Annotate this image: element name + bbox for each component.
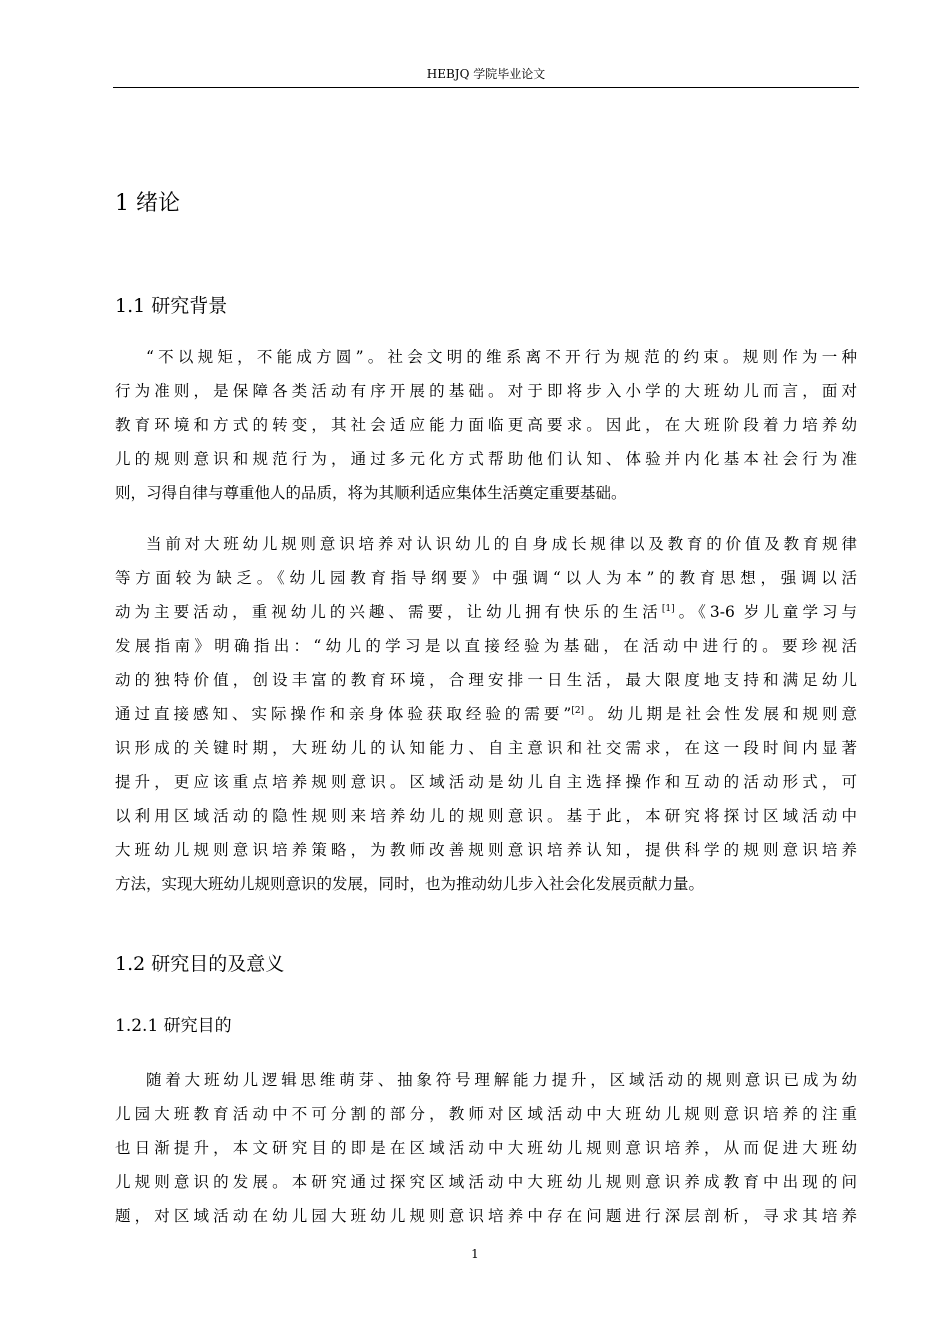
citation-ref-2: [2] — [571, 706, 585, 716]
text-line: 题，对区域活动在幼儿园大班幼儿规则意识培养中存在问题进行深层剖析，寻求其培养 — [115, 1207, 857, 1225]
chapter-title: 1 绪论 — [115, 191, 180, 216]
text-line: 动的独特价值，创设丰富的教育环境，合理安排一日生活，最大限度地支持和满足幼儿 — [115, 671, 857, 689]
text-line: 教育环境和方式的转变，其社会适应能力面临更高要求。因此，在大班阶段着力培养幼 — [115, 416, 857, 434]
section-title-research-background: 1.1 研究背景 — [115, 295, 228, 317]
text-line-with-citation — [115, 595, 857, 629]
section-title-purpose-significance: 1.2 研究目的及意义 — [115, 953, 285, 975]
text-line: 以利用区域活动的隐性规则来培养幼儿的规则意识。基于此，本研究将探讨区域活动中 — [115, 807, 857, 825]
text-line: 方法，实现大班幼儿规则意识的发展，同时，也为推动幼儿步入社会化发展贡献力量。 — [115, 875, 705, 893]
page-header — [113, 64, 859, 88]
text-line: 则，习得自律与尊重他人的品质，将为其顺利适应集体生活奠定重要基础。 — [115, 484, 627, 502]
text-line: 儿规则意识的发展。本研究通过探究区域活动中大班幼儿规则意识养成教育中出现的问 — [115, 1173, 857, 1191]
paragraph-background-1 — [115, 340, 857, 510]
page-number: 1 — [471, 1247, 479, 1261]
text-line: 也日渐提升，本文研究目的即是在区域活动中大班幼儿规则意识培养，从而促进大班幼 — [115, 1139, 857, 1157]
paragraph-research-purpose — [115, 1063, 857, 1233]
text-line: 行为准则，是保障各类活动有序开展的基础。对于即将步入小学的大班幼儿而言，面对 — [115, 382, 857, 400]
text-segment: 。幼儿期是社会性发展和规则意 — [584, 705, 857, 723]
text-segment: 。《3-6 岁儿童学习与 — [674, 603, 857, 621]
text-line: 当前对大班幼儿规则意识培养对认识幼儿的自身成长规律以及教育的价值及教育规律 — [146, 535, 857, 553]
text-line: 提升，更应该重点培养规则意识。区域活动是幼儿自主选择操作和互动的活动形式，可 — [115, 773, 857, 791]
text-line: “不以规矩，不能成方圆”。社会文明的维系离不开行为规范的约束。规则作为一种 — [146, 348, 857, 366]
paragraph-background-2 — [115, 527, 857, 901]
citation-ref-1: [1] — [661, 604, 675, 614]
text-line: 儿的规则意识和规范行为，通过多元化方式帮助他们认知、体验并内化基本社会行为准 — [115, 450, 857, 468]
text-line-with-citation — [115, 697, 857, 731]
text-segment: 通过直接感知、实际操作和亲身体验获取经验的需要” — [115, 705, 572, 723]
text-line: 识形成的关键时期，大班幼儿的认知能力、自主意识和社交需求，在这一段时间内显著 — [115, 739, 857, 757]
text-line: 等方面较为缺乏。《幼儿园教育指导纲要》中强调“以人为本”的教育思想，强调以活 — [115, 569, 857, 587]
text-line: 儿园大班教育活动中不可分割的部分，教师对区域活动中大班幼儿规则意识培养的注重 — [115, 1105, 857, 1123]
text-segment: 动为主要活动，重视幼儿的兴趣、需要，让幼儿拥有快乐的生活 — [115, 603, 662, 621]
subsection-title-research-purpose: 1.2.1 研究目的 — [115, 1016, 232, 1036]
text-line: 发展指南》明确指出：“幼儿的学习是以直接经验为基础，在活动中进行的。要珍视活 — [115, 637, 857, 655]
header-title: HEBJQ 学院毕业论文 — [426, 67, 546, 81]
text-line: 大班幼儿规则意识培养策略，为教师改善规则意识培养认知，提供科学的规则意识培养 — [115, 841, 857, 859]
text-line: 随着大班幼儿逻辑思维萌芽、抽象符号理解能力提升，区域活动的规则意识已成为幼 — [146, 1071, 857, 1089]
